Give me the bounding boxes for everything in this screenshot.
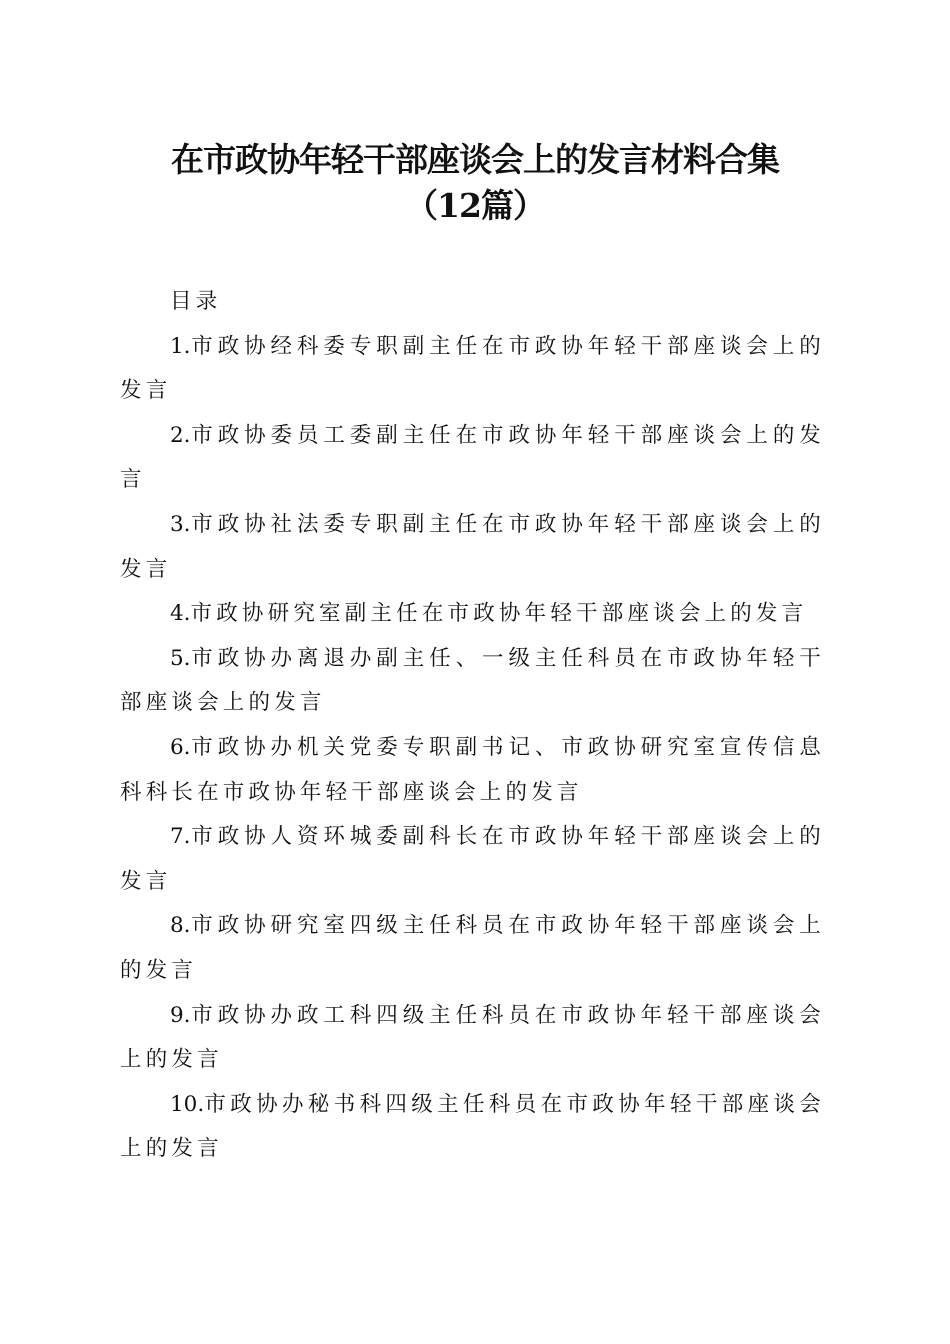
toc-item	[120, 414, 825, 503]
toc-item-number: 9.	[170, 1002, 191, 1028]
toc-item-number: 3.	[170, 511, 191, 537]
toc-item-text: 市政协研究室副主任在市政协年轻干部座谈会上的发言	[190, 601, 808, 627]
toc-list	[120, 325, 825, 1172]
toc-item-number: 6.	[170, 734, 191, 760]
toc-item-text: 市政协社法委专职副主任在市政协年轻干部座谈会上的发言	[120, 511, 825, 582]
toc-heading: 目录	[170, 289, 222, 314]
toc-item-number: 8.	[170, 913, 191, 939]
toc-item-text: 市政协研究室四级主任科员在市政协年轻干部座谈会上的发言	[120, 913, 825, 983]
toc-item-number: 7.	[170, 824, 191, 850]
toc-item	[120, 815, 825, 904]
toc-item-text: 市政协经科委专职副主任在市政协年轻干部座谈会上的发言	[120, 333, 825, 404]
toc-item-text: 市政协办机关党委专职副书记、市政协研究室宣传信息科科长在市政协年轻干部座谈会上的发言	[120, 734, 825, 805]
toc-item	[120, 1083, 825, 1172]
toc-item	[120, 592, 825, 637]
toc-item-text: 市政协办政工科四级主任科员在市政协年轻干部座谈会上的发言	[120, 1002, 825, 1073]
toc-item-number: 5.	[170, 645, 191, 671]
toc-item	[120, 325, 825, 414]
toc-item-number: 4.	[170, 601, 191, 627]
toc-item-text: 市政协办秘书科四级主任科员在市政协年轻干部座谈会上的发言	[120, 1091, 825, 1162]
toc-item	[120, 637, 825, 726]
toc-item	[120, 726, 825, 815]
toc-item	[120, 994, 825, 1083]
toc-item-number: 2.	[170, 422, 191, 448]
toc-item-text: 市政协人资环城委副科长在市政协年轻干部座谈会上的发言	[120, 824, 825, 894]
toc-item-number: 10.	[170, 1091, 205, 1117]
table-of-contents	[120, 280, 825, 1172]
document-title: 在市政协年轻干部座谈会上的发言材料合集	[171, 140, 779, 179]
toc-item-number: 1.	[170, 333, 191, 359]
toc-item-text: 市政协办离退办副主任、一级主任科员在市政协年轻干部座谈会上的发言	[120, 645, 825, 716]
toc-item	[120, 904, 825, 993]
document-title-count: （12篇）	[405, 186, 545, 225]
toc-item-text: 市政协委员工委副主任在市政协年轻干部座谈会上的发言	[120, 422, 825, 493]
toc-item	[120, 503, 825, 592]
